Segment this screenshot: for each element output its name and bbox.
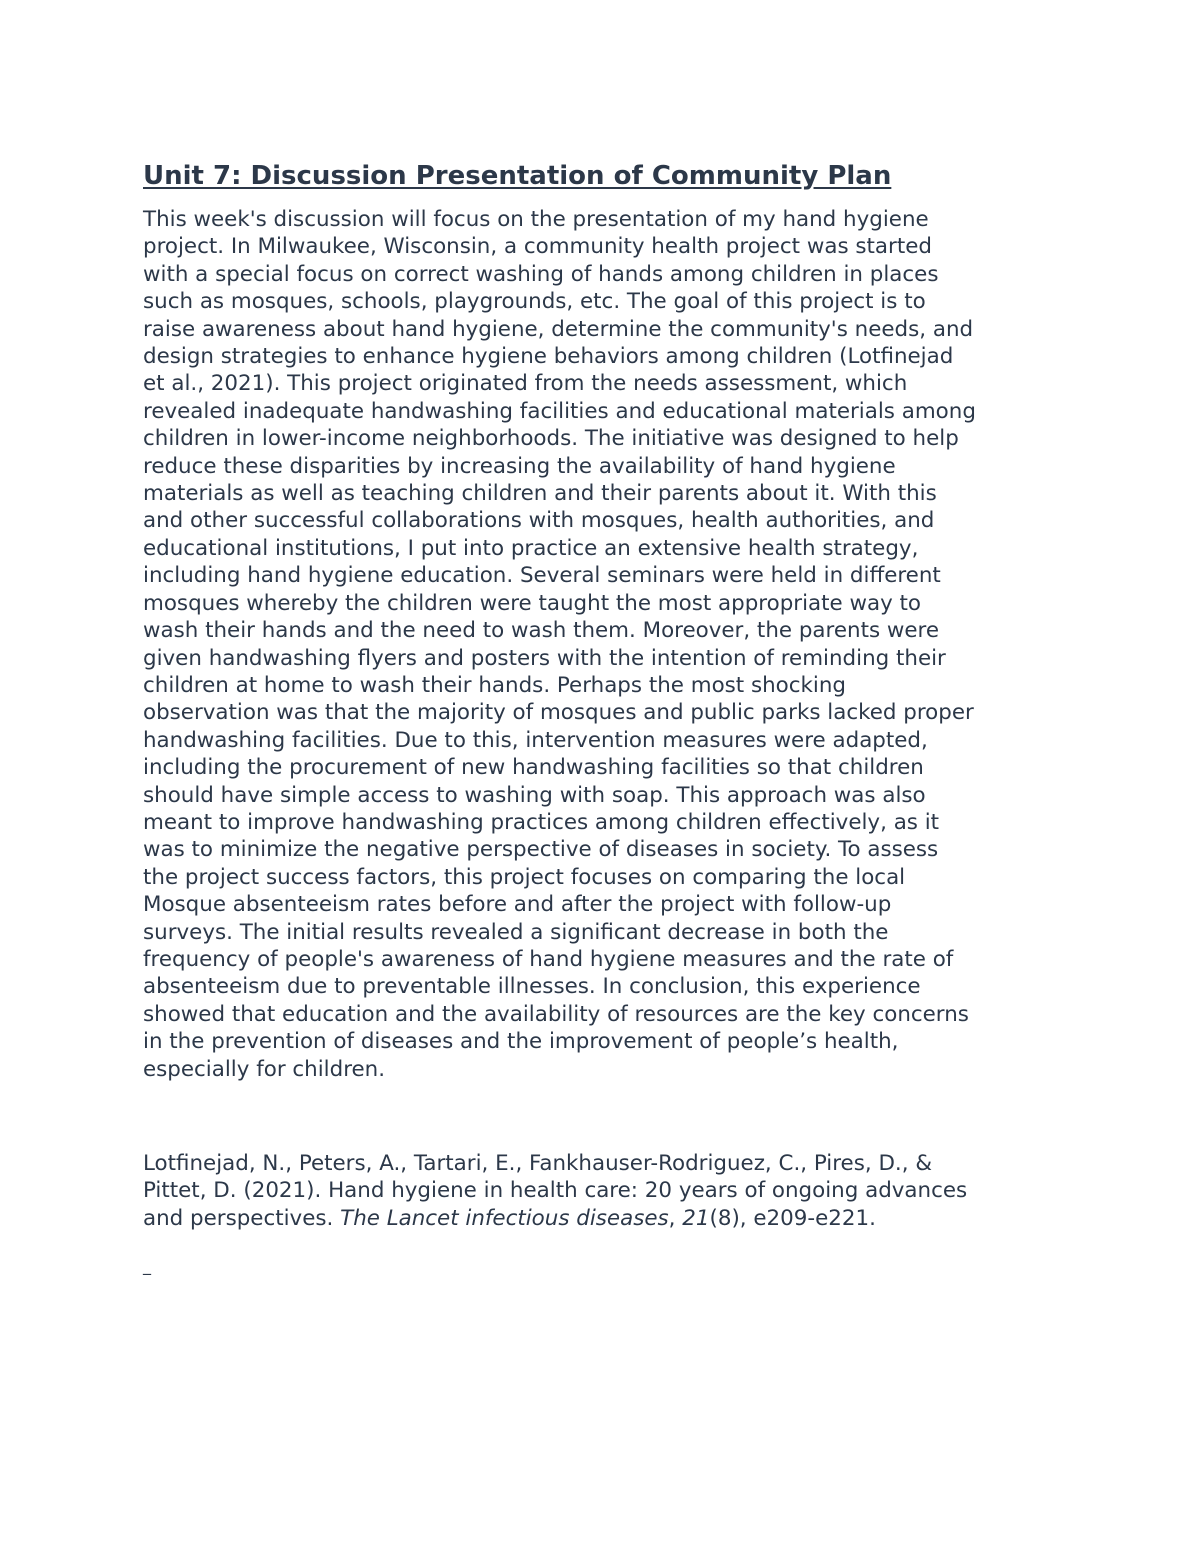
body-line: in the prevention of diseases and the improvement of people’s health, [143, 1029, 899, 1055]
trailing-mark: _ [143, 1256, 151, 1275]
body-line: showed that education and the availability of resources are the key concerns [143, 1001, 969, 1027]
reference-entry [143, 1150, 967, 1232]
body-line: especially for children. [143, 1056, 386, 1082]
journal-volume: 21 [682, 1205, 710, 1231]
body-line: educational institutions, I put into practice an extensive health strategy, [143, 535, 919, 561]
document-content [143, 158, 1068, 1275]
body-line: including hand hygiene education. Several seminars were held in different [143, 563, 941, 589]
body-line: project. In Milwaukee, Wisconsin, a community health project was started [143, 234, 932, 260]
page-title: Unit 7: Discussion Presentation of Community Plan [143, 161, 892, 191]
reference-line-start: and perspectives. [143, 1205, 341, 1231]
body-line: with a special focus on correct washing of hands among children in places [143, 261, 939, 287]
body-line: given handwashing flyers and posters with the intention of reminding their [143, 645, 946, 671]
body-line: children in lower-income neighborhoods. The initiative was designed to help [143, 426, 959, 452]
body-line: surveys. The initial results revealed a significant decrease in both the [143, 919, 889, 945]
body-line: design strategies to enhance hygiene behaviors among children (Lotfinejad [143, 344, 954, 370]
reference-separator: , [668, 1205, 683, 1231]
body-line: and other successful collaborations with mosques, health authorities, and [143, 508, 935, 534]
body-line: including the procurement of new handwashing facilities so that children [143, 755, 924, 781]
body-line: Mosque absenteeism rates before and after the project with follow-up [143, 892, 892, 918]
body-line: observation was that the majority of mosques and public parks lacked proper [143, 700, 974, 726]
reference-line: Pittet, D. (2021). Hand hygiene in health care: 20 years of ongoing advances [143, 1178, 968, 1204]
body-line: meant to improve handwashing practices among children effectively, as it [143, 809, 940, 835]
body-line: This week's discussion will focus on the presentation of my hand hygiene [143, 207, 929, 232]
reference-line: Lotfinejad, N., Peters, A., Tartari, E., Fankhauser-Rodriguez, C., Pires, D., & [143, 1151, 933, 1176]
journal-issue: (8) [709, 1205, 740, 1231]
journal-name: The Lancet infectious diseases [340, 1205, 669, 1231]
body-line: such as mosques, schools, playgrounds, etc. The goal of this project is to [143, 289, 926, 315]
body-line: should have simple access to washing with soap. This approach was also [143, 782, 926, 808]
body-paragraph [143, 206, 1068, 1083]
body-line: reduce these disparities by increasing the availability of hand hygiene [143, 453, 896, 479]
body-line: mosques whereby the children were taught the most appropriate way to [143, 590, 922, 616]
body-line: the project success factors, this project focuses on comparing the local [143, 864, 906, 890]
body-line: raise awareness about hand hygiene, determine the community's needs, and [143, 316, 974, 342]
body-line: frequency of people's awareness of hand hygiene measures and the rate of [143, 946, 954, 972]
body-line: revealed inadequate handwashing facilities and educational materials among [143, 398, 976, 424]
body-line: wash their hands and the need to wash them. Moreover, the parents were [143, 618, 940, 644]
body-line: absenteeism due to preventable illnesses. In conclusion, this experience [143, 974, 921, 1000]
body-line: et al., 2021). This project originated from the needs assessment, which [143, 371, 908, 397]
journal-pages: , e209-e221. [739, 1205, 876, 1231]
body-line: handwashing facilities. Due to this, intervention measures were adapted, [143, 727, 928, 753]
body-line: children at home to wash their hands. Perhaps the most shocking [143, 672, 846, 698]
reference-line [143, 1205, 967, 1232]
body-line: materials as well as teaching children and their parents about it. With this [143, 481, 937, 507]
body-line: was to minimize the negative perspective of diseases in society. To assess [143, 837, 939, 863]
